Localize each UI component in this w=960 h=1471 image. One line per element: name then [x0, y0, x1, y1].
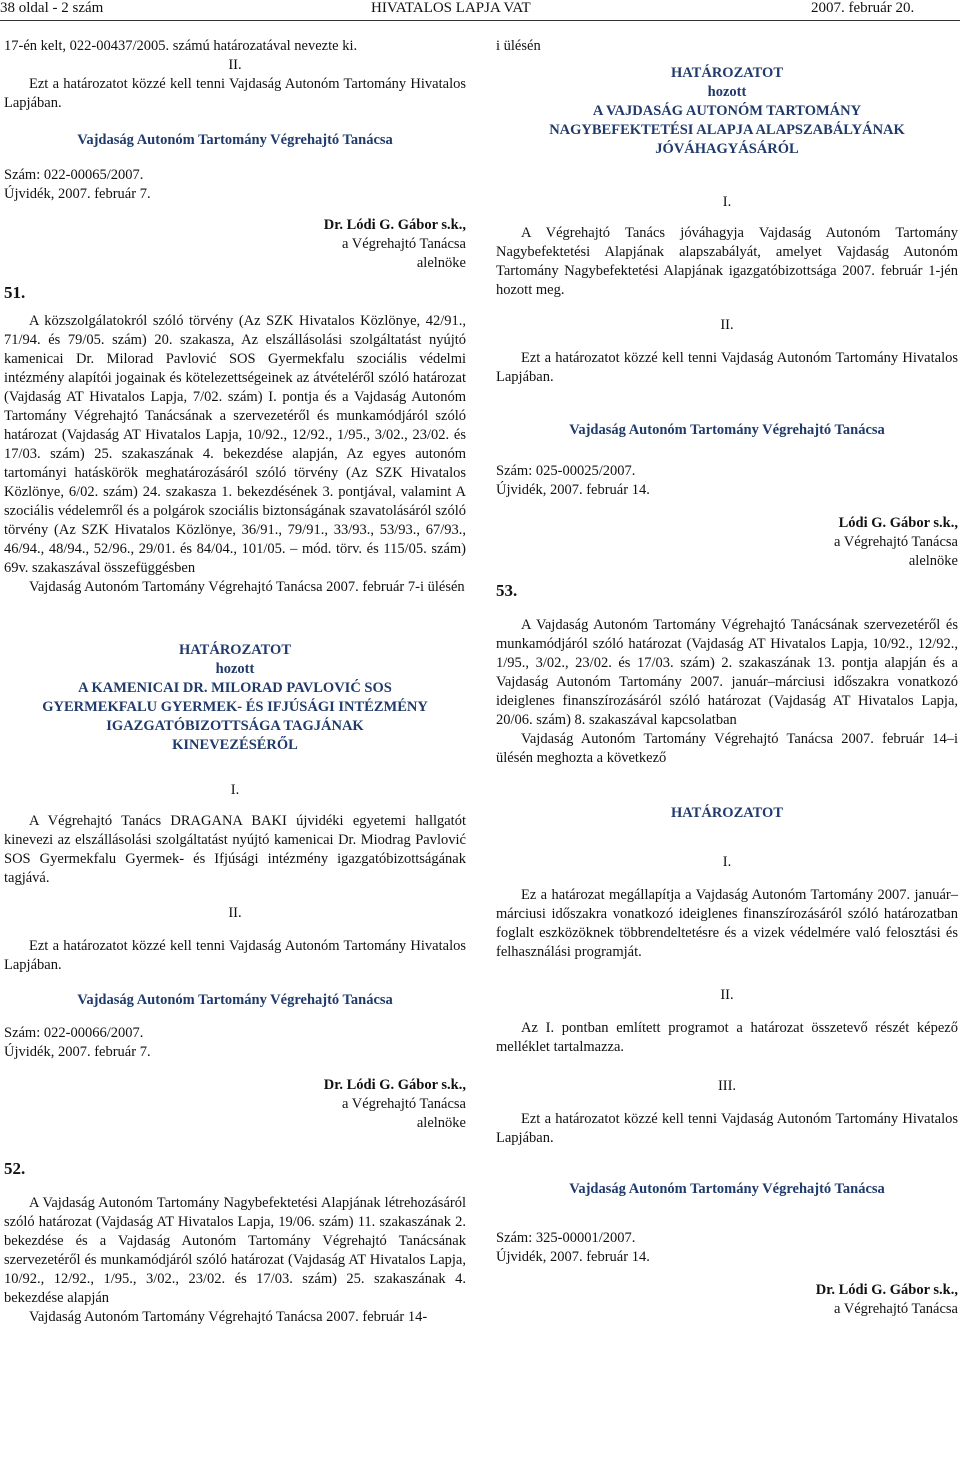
section-i-text: A Végrehajtó Tanács jóváhagyja Vajdaság Autonóm Tartomány Nagybefektetési Alapjának alapszabályát, amelyet Vajdaság Autonóm Tartomány Nagybefektetési Alapjának igazgatóbizottsága 2007. február 1-jén hozott meg. — [496, 225, 958, 298]
decision-52-preamble: A Vajdaság Autonóm Tartomány Nagybefektetési Alapjának létrehozásáról szóló határozat (Vajdaság AT Hivatalos Lapja, 19/06. szám) 11. szakaszának 2. bekezdése és a Vajdaság Autonóm Tartomány Végrehajtó Tanácsának szervezetéről és munkamódjáról szóló határozat (Vajdaság AT Hivatalos Lapja, 10/92., 12/92., 1/95., 3/02., 23/02. és 17/03. szám) 25. szakaszának 4. bekezdése alapján — [4, 1195, 466, 1306]
section-iii-label: III. — [717, 1078, 737, 1094]
section-iii-text: Ezt a határozatot közzé kell tenni Vajdaság Autonóm Tartomány Hivatalos Lapjában. — [496, 1111, 958, 1146]
section-ii-label: II. — [720, 317, 734, 333]
section-ii-text: Az I. pontban említett programot a határozat összetevő részét képező melléklet tartalmazza. — [496, 1020, 958, 1055]
section-i-label: I. — [230, 782, 240, 798]
council-signature-2: Vajdaság Autonóm Tartomány Végrehajtó Tanácsa — [77, 992, 393, 1008]
reference-number-2: Szám: 022-00066/2007. — [4, 1025, 144, 1041]
right-column — [496, 28, 958, 1319]
decision-53-preamble: A Vajdaság Autonóm Tartomány Végrehajtó Tanácsának szervezetéről és munkamódjáról szóló határozat (Vajdaság AT Hivatalos Lapja, 10/92., 12/92., 1/95., 3/02., 23/02. és 17/03. szám) 2. szakaszának 13. pontja alapján és a Vajdaság Autonóm Tartomány 2007. január–márciusi időszakra vonatkozó ideiglenes finanszírozásáról szóló határozat (Vajdaság AT Hivatalos Lapja, 20/06. szám) 8. szakaszával kapcsolatban — [496, 617, 958, 728]
heading-line-5: IGAZGATÓBIZOTTSÁGA TAGJÁNAK — [106, 718, 364, 734]
signer-name-3: Lódi G. Gábor s.k., — [838, 515, 958, 531]
signer-title-1: alelnöke — [416, 255, 466, 271]
intro-publish: Ezt a határozatot közzé kell tenni Vajdaság Autonóm Tartomány Hivatalos Lapjában. — [4, 76, 466, 111]
place-date-2: Újvidék, 2007. február 7. — [4, 1044, 151, 1060]
section-ii-text: Ezt a határozatot közzé kell tenni Vajdaság Autonóm Tartomány Hivatalos Lapjában. — [496, 350, 958, 385]
signer-name-2: Dr. Lódi G. Gábor s.k., — [323, 1077, 466, 1093]
decision-53-session: Vajdaság Autonóm Tartomány Végrehajtó Tanácsa 2007. február 14–i ülésén meghozta a következő — [496, 731, 958, 766]
place-date-3: Újvidék, 2007. február 14. — [496, 482, 650, 498]
council-signature-4: Vajdaság Autonóm Tartomány Végrehajtó Tanácsa — [569, 1181, 885, 1197]
decision-52-session: Vajdaság Autonóm Tartomány Végrehajtó Tanácsa 2007. február 14- — [29, 1309, 428, 1325]
header-title: HIVATALOS LAPJA VAT — [371, 0, 531, 16]
signer-title-2: alelnöke — [416, 1115, 466, 1131]
signer-role-1: a Végrehajtó Tanácsa — [341, 236, 466, 252]
place-date-4: Újvidék, 2007. február 14. — [496, 1249, 650, 1265]
signer-name-1: Dr. Lódi G. Gábor s.k., — [323, 217, 466, 233]
signer-title-3: alelnöke — [908, 553, 958, 569]
reference-number-1: Szám: 022-00065/2007. — [4, 167, 144, 183]
decision-number-53: 53. — [496, 581, 518, 600]
section-ii-text: Ezt a határozatot közzé kell tenni Vajdaság Autonóm Tartomány Hivatalos Lapjában. — [4, 938, 466, 973]
heading-line-3: A KAMENICAI DR. MILORAD PAVLOVIĆ SOS — [78, 680, 392, 696]
heading-line-2: hozott — [215, 661, 255, 677]
heading-line-3: A VAJDASÁG AUTONÓM TARTOMÁNY — [592, 103, 862, 119]
signer-role-2: a Végrehajtó Tanácsa — [341, 1096, 466, 1112]
session-continuation: i ülésén — [496, 38, 541, 54]
section-i-text: Ez a határozat megállapítja a Vajdaság Autonóm Tartomány 2007. január–márciusi időszakra vonatkozó ideiglenes finanszírozásáról szóló határozatban foglalt eszközöknek többrendeltetésre és a vizek védelmére való felosztási és felhasználási programját. — [496, 887, 958, 960]
signer-name-4: Dr. Lódi G. Gábor s.k., — [815, 1282, 958, 1298]
council-signature-3: Vajdaság Autonóm Tartomány Végrehajtó Tanácsa — [569, 422, 885, 438]
section-i-label: I. — [722, 194, 732, 210]
heading-line-1: HATÁROZATOT — [179, 642, 291, 658]
header-date: 2007. február 20. — [811, 0, 915, 16]
decision-53-heading: HATÁROZATOT — [671, 805, 783, 821]
intro-text: 17-én kelt, 022-00437/2005. számú határozatával nevezte ki. — [4, 38, 358, 54]
left-column — [4, 28, 466, 1327]
heading-line-2: hozott — [707, 84, 747, 100]
decision-51-session: Vajdaság Autonóm Tartomány Végrehajtó Tanácsa 2007. február 7-i ülésén — [29, 579, 465, 595]
intro-section-ii: II. — [228, 57, 242, 73]
section-i-text: A Végrehajtó Tanács DRAGANA BAKI újvidéki egyetemi hallgatót kinevezi az elszállásolási szolgáltatást nyújtó kamenicai Dr. Miodrag Pavlović SOS Gyermekfalu Gyermek- és Ifjúsági intézmény igazgatóbizottságának tagjává. — [4, 813, 466, 886]
header-page-number: 38 oldal - 2 szám — [0, 0, 104, 16]
place-date-1: Újvidék, 2007. február 7. — [4, 186, 151, 202]
signer-role-3: a Végrehajtó Tanácsa — [833, 534, 958, 550]
decision-52-heading — [496, 64, 958, 159]
reference-number-4: Szám: 325-00001/2007. — [496, 1230, 636, 1246]
heading-line-1: HATÁROZATOT — [671, 65, 783, 81]
reference-number-3: Szám: 025-00025/2007. — [496, 463, 636, 479]
heading-line-4: NAGYBEFEKTETÉSI ALAPJA ALAPSZABÁLYÁNAK — [549, 122, 905, 138]
section-ii-label: II. — [720, 987, 734, 1003]
decision-number-51: 51. — [4, 283, 26, 302]
header-rule — [0, 20, 960, 21]
section-ii-label: II. — [228, 905, 242, 921]
heading-line-4: GYERMEKFALU GYERMEK- ÉS IFJÚSÁGI INTÉZMÉNY — [42, 699, 428, 715]
council-signature-1: Vajdaság Autonóm Tartomány Végrehajtó Tanácsa — [77, 132, 393, 148]
decision-51-heading — [4, 641, 466, 755]
heading-line-5: JÓVÁHAGYÁSÁRÓL — [655, 141, 799, 157]
signer-role-4: a Végrehajtó Tanácsa — [833, 1301, 958, 1317]
decision-51-preamble: A közszolgálatokról szóló törvény (Az SZK Hivatalos Közlönye, 42/91., 71/94. és 79/05. szám) 20. szakasza, Az elszállásolási szolgáltatást nyújtó kamenicai Dr. Milorad Pavlović SOS Gyermekfalu szociális védelmi intézmény alapítói jogainak és kötelezettségeinek az átvételéről szóló határozat (Vajdaság AT Hivatalos Lapja, 7/02. szám) I. pontja és a Vajdaság Autonóm Tartomány Végrehajtó Tanácsának a szervezetéről és munkamódjáról szóló határozat (Vajdaság AT Hivatalos Lapja, 10/92., 12/92., 1/95., 3/02., 23/02. és 17/03. szám) 25. szakaszának 4. bekezdése alapján, Az egyes autonóm tartományi hatáskörök meghatározásáról szóló törvény (Az SZK Hivatalos Közlönye, 6/02. szám) 24. szakasza 1. bekezdésének 3. pontjával, valamint A szociális védelemről és a polgárok szociális biztonságának szavatolásáról szóló törvény (Az SZK Hivatalos Közlönye, 36/91., 79/91., 33/93., 53/93., 67/93., 46/94., 48/94., 52/96., 29/01. és 84/04., 101/05. – mód. törv. és 115/05. szám) 69v. szakaszával összefüggésben — [4, 313, 466, 576]
decision-number-52: 52. — [4, 1159, 26, 1178]
heading-line-6: KINEVEZÉSÉRŐL — [172, 737, 298, 753]
section-i-label: I. — [722, 854, 732, 870]
page-header — [0, 0, 960, 18]
